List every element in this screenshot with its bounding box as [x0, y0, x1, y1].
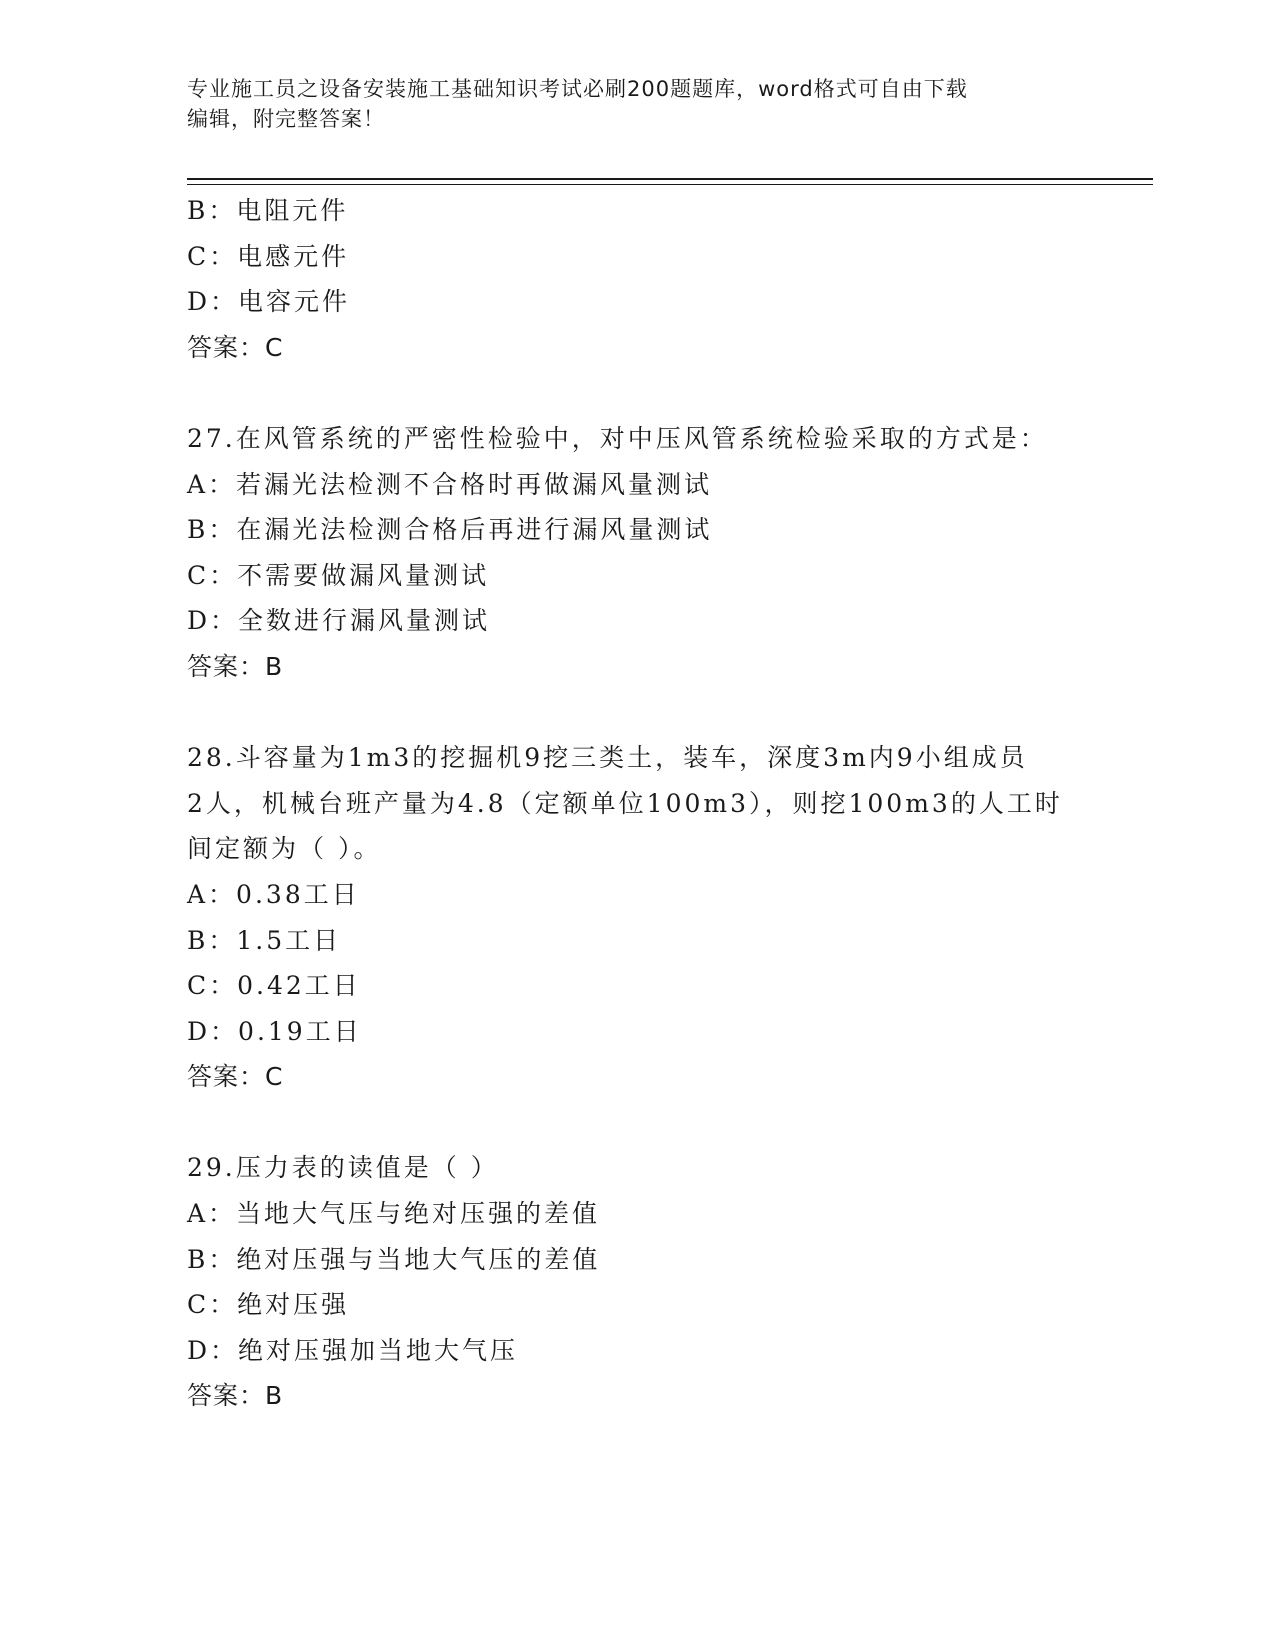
header-divider-thick [187, 178, 1153, 180]
option-d: D：绝对压强加当地大气压 [187, 1335, 519, 1365]
question-26-partial [187, 188, 1087, 370]
header-line-2: 编辑，附完整答案！ [187, 107, 385, 131]
question-28 [187, 735, 1087, 1100]
question-29 [187, 1145, 1087, 1419]
option-b: B：电阻元件 [187, 196, 349, 225]
question-stem-line-1: 28.斗容量为1m3的挖掘机9挖三类土，装车，深度3m内9小组成员 [187, 743, 1028, 773]
header-line-1: 专业施工员之设备安装施工基础知识考试必刷200题题库，word格式可自由下载 [187, 77, 968, 101]
question-27 [187, 416, 1087, 690]
option-a: A：若漏光法检测不合格时再做漏风量测试 [187, 469, 713, 499]
spacer [187, 1100, 1087, 1146]
header-divider-thin [187, 184, 1153, 185]
spacer [187, 690, 1087, 736]
question-stem: 27.在风管系统的严密性检验中，对中压风管系统检验采取的方式是： [187, 423, 1048, 453]
option-d: D：全数进行漏风量测试 [187, 606, 491, 636]
option-c: C：不需要做漏风量测试 [187, 560, 490, 590]
question-stem-line-3: 间定额为（ ）。 [187, 834, 382, 864]
option-a: A：0.38工日 [187, 879, 360, 909]
question-list [187, 188, 1087, 1419]
option-c: C：0.42工日 [187, 971, 361, 1001]
option-c: C：电感元件 [187, 241, 350, 271]
question-stem-line-2: 2人，机械台班产量为4.8（定额单位100m3），则挖100m3的人工时 [187, 788, 1063, 818]
answer: 答案：B [187, 651, 284, 681]
spacer [187, 370, 1087, 416]
question-stem: 29.压力表的读值是（ ） [187, 1153, 499, 1183]
answer: 答案：B [187, 1381, 284, 1411]
option-c: C：绝对压强 [187, 1290, 350, 1320]
answer: 答案：C [187, 332, 284, 362]
option-d: D：电容元件 [187, 287, 351, 317]
option-b: B：1.5工日 [187, 925, 342, 955]
document-header [187, 74, 1067, 134]
answer: 答案：C [187, 1062, 284, 1092]
option-d: D：0.19工日 [187, 1016, 362, 1046]
option-b: B：在漏光法检测合格后再进行漏风量测试 [187, 515, 713, 545]
option-b: B：绝对压强与当地大气压的差值 [187, 1244, 601, 1274]
option-a: A：当地大气压与绝对压强的差值 [187, 1199, 601, 1229]
